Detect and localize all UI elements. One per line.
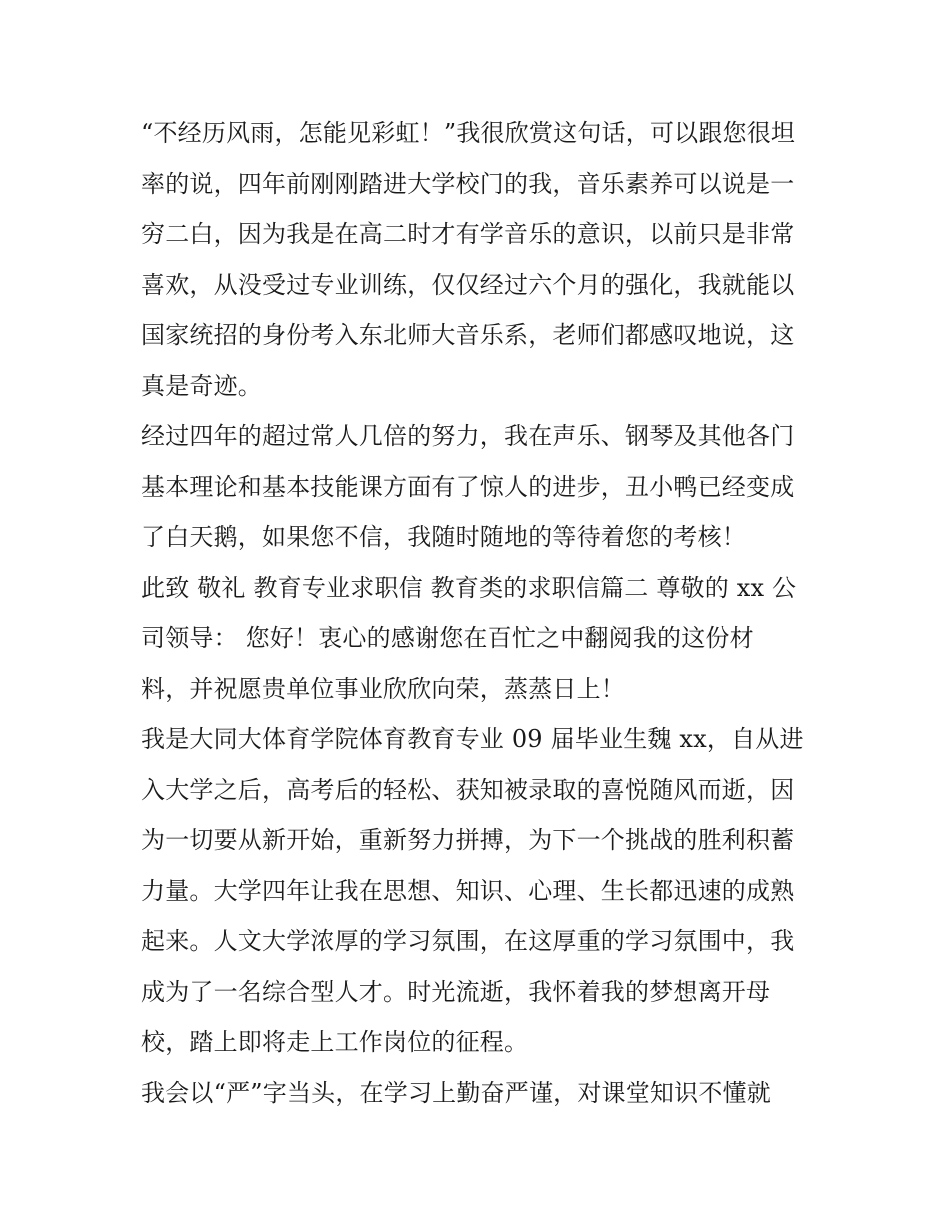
text-line: 为一切要从新开始，重新努力拼搏，为下一个挑战的胜利积蓄 [141, 826, 795, 854]
text-line: 成为了一名综合型人才。时光流逝，我怀着我的梦想离开母 [141, 977, 771, 1006]
text-line: 喜欢，从没受过专业训练，仅仅经过六个月的强化，我就能以 [141, 270, 795, 299]
text-line: 基本理论和基本技能课方面有了惊人的进步，丑小鸭已经变成 [141, 472, 795, 501]
text-line: 我是大同大体育学院体育教育专业 09 届毕业生魏 xx，自从进 [141, 725, 804, 753]
text-line: 真是奇迹。 [141, 371, 262, 400]
document-text-body [141, 108, 821, 1118]
text-line: “不经历风雨，怎能见彩虹！”我很欣赏这句话，可以跟您很坦 [141, 119, 796, 147]
text-line: 了白天鹅，如果您不信，我随时随地的等待着您的考核！ [141, 523, 746, 551]
text-line: 此致 敬礼 教育专业求职信 教育类的求职信篇二 尊敬的 xx 公 [141, 573, 797, 602]
text-line: 我会以“严”字当头，在学习上勤奋严谨，对课堂知识不懂就 [141, 1078, 771, 1107]
text-line: 入大学之后，高考后的轻松、获知被录取的喜悦随风而逝，因 [141, 775, 795, 804]
text-line: 校，踏上即将走上工作岗位的征程。 [141, 1028, 529, 1056]
text-line: 力量。大学四年让我在思想、知识、心理、生长都迅速的成熟 [141, 876, 795, 905]
text-line: 穷二白，因为我是在高二时才有学音乐的意识，以前只是非常 [141, 220, 795, 248]
text-line: 国家统招的身份考入东北师大音乐系，老师们都感叹地说，这 [141, 321, 795, 349]
text-line: 司领导： 您好！衷心的感谢您在百忙之中翻阅我的这份材 [141, 624, 754, 652]
text-line: 经过四年的超过常人几倍的努力，我在声乐、钢琴及其他各门 [141, 422, 795, 450]
text-line: 料，并祝愿贵单位事业欣欣向荣，蒸蒸日上！ [141, 674, 625, 703]
text-line: 率的说，四年前刚刚踏进大学校门的我，音乐素养可以说是一 [141, 169, 795, 198]
text-line: 起来。人文大学浓厚的学习氛围，在这厚重的学习氛围中，我 [141, 927, 795, 955]
